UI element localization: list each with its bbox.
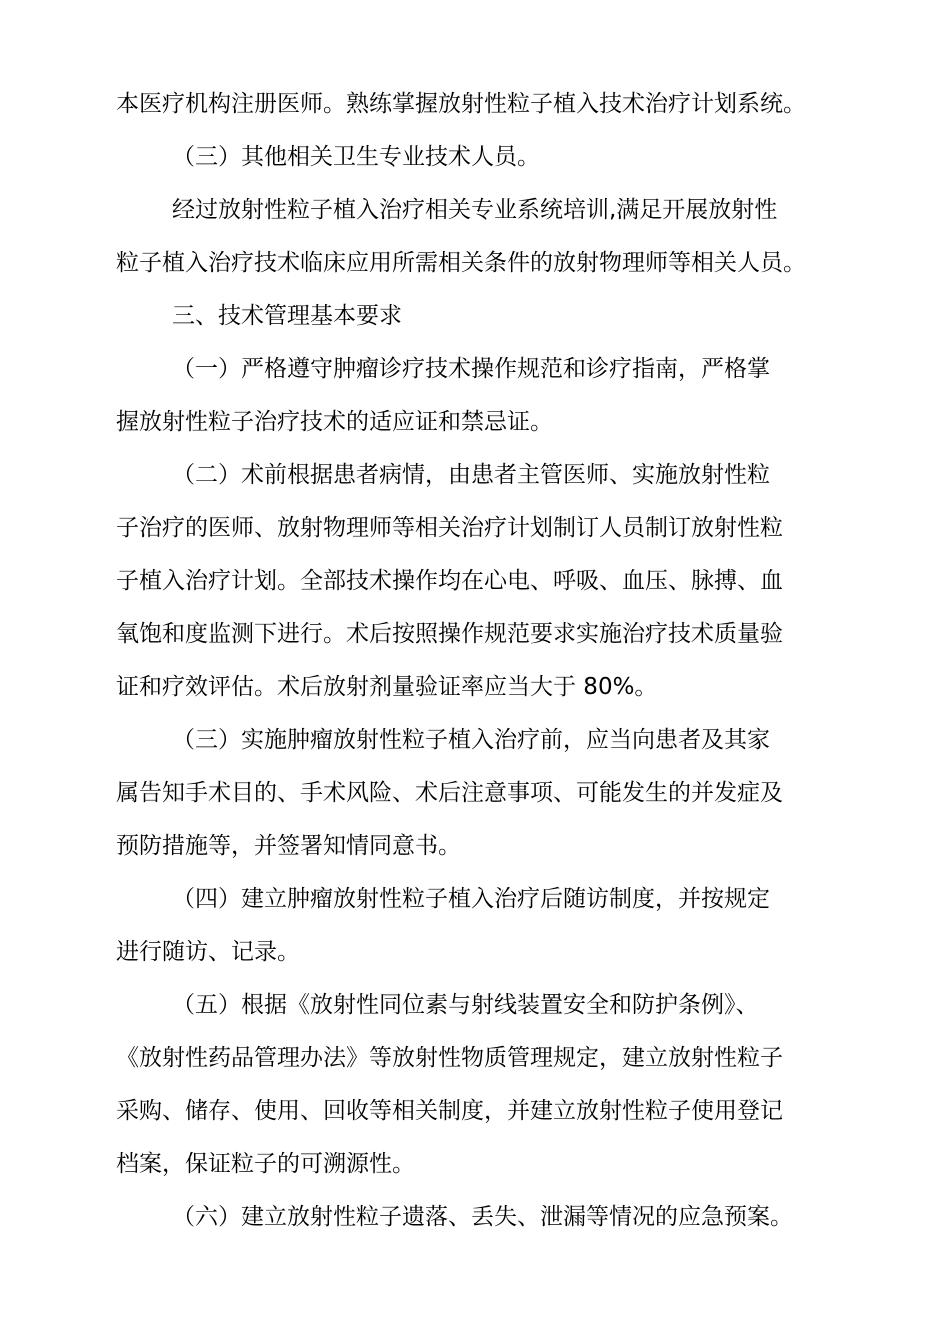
text-line: 属告知手术目的、手术风险、术后注意事项、可能发生的并发症及 [116,780,783,806]
text-line: 子治疗的医师、放射物理师等相关治疗计划制订人员制订放射性粒 [116,515,783,541]
text-line: （三）实施肿瘤放射性粒子植入治疗前，应当向患者及其家 [172,727,770,753]
text-line: 氧饱和度监测下进行。术后按照操作规范要求实施治疗技术质量验 [116,621,783,647]
text-line: 档案，保证粒子的可溯源性。 [116,1151,415,1177]
text-line: （五）根据《放射性同位素与射线装置安全和防护条例》、 [172,992,759,1018]
text-line: 握放射性粒子治疗技术的适应证和禁忌证。 [116,409,553,435]
text-line: 经过放射性粒子植入治疗相关专业系统培训,满足开展放射性 [172,197,778,223]
text-line: （二）术前根据患者病情，由患者主管医师、实施放射性粒 [172,462,770,488]
text-line: 证和疗效评估。术后放射剂量验证率应当大于 80%。 [116,674,658,700]
text-line: 本医疗机构注册医师。熟练掌握放射性粒子植入技术治疗计划系统。 [116,91,806,117]
text-line: （一）严格遵守肿瘤诊疗技术操作规范和诊疗指南，严格掌 [172,356,770,382]
text-line: 粒子植入治疗技术临床应用所需相关条件的放射物理师等相关人员。 [116,250,806,276]
text-line: （四）建立肿瘤放射性粒子植入治疗后随访制度，并按规定 [172,886,770,912]
text-line: （三）其他相关卫生专业技术人员。 [172,144,540,170]
text-line: 子植入治疗计划。全部技术操作均在心电、呼吸、血压、脉搏、血 [116,568,783,594]
text-line: 进行随访、记录。 [116,939,300,965]
section-heading: 三、技术管理基本要求 [172,303,402,329]
text-line: （六）建立放射性粒子遗落、丢失、泄漏等情况的应急预案。 [172,1204,793,1230]
text-line: 采购、储存、使用、回收等相关制度，并建立放射性粒子使用登记 [116,1098,783,1124]
text-line: 《放射性药品管理办法》等放射性物质管理规定，建立放射性粒子 [116,1045,783,1071]
text-line: 预防措施等，并签署知情同意书。 [116,833,461,859]
